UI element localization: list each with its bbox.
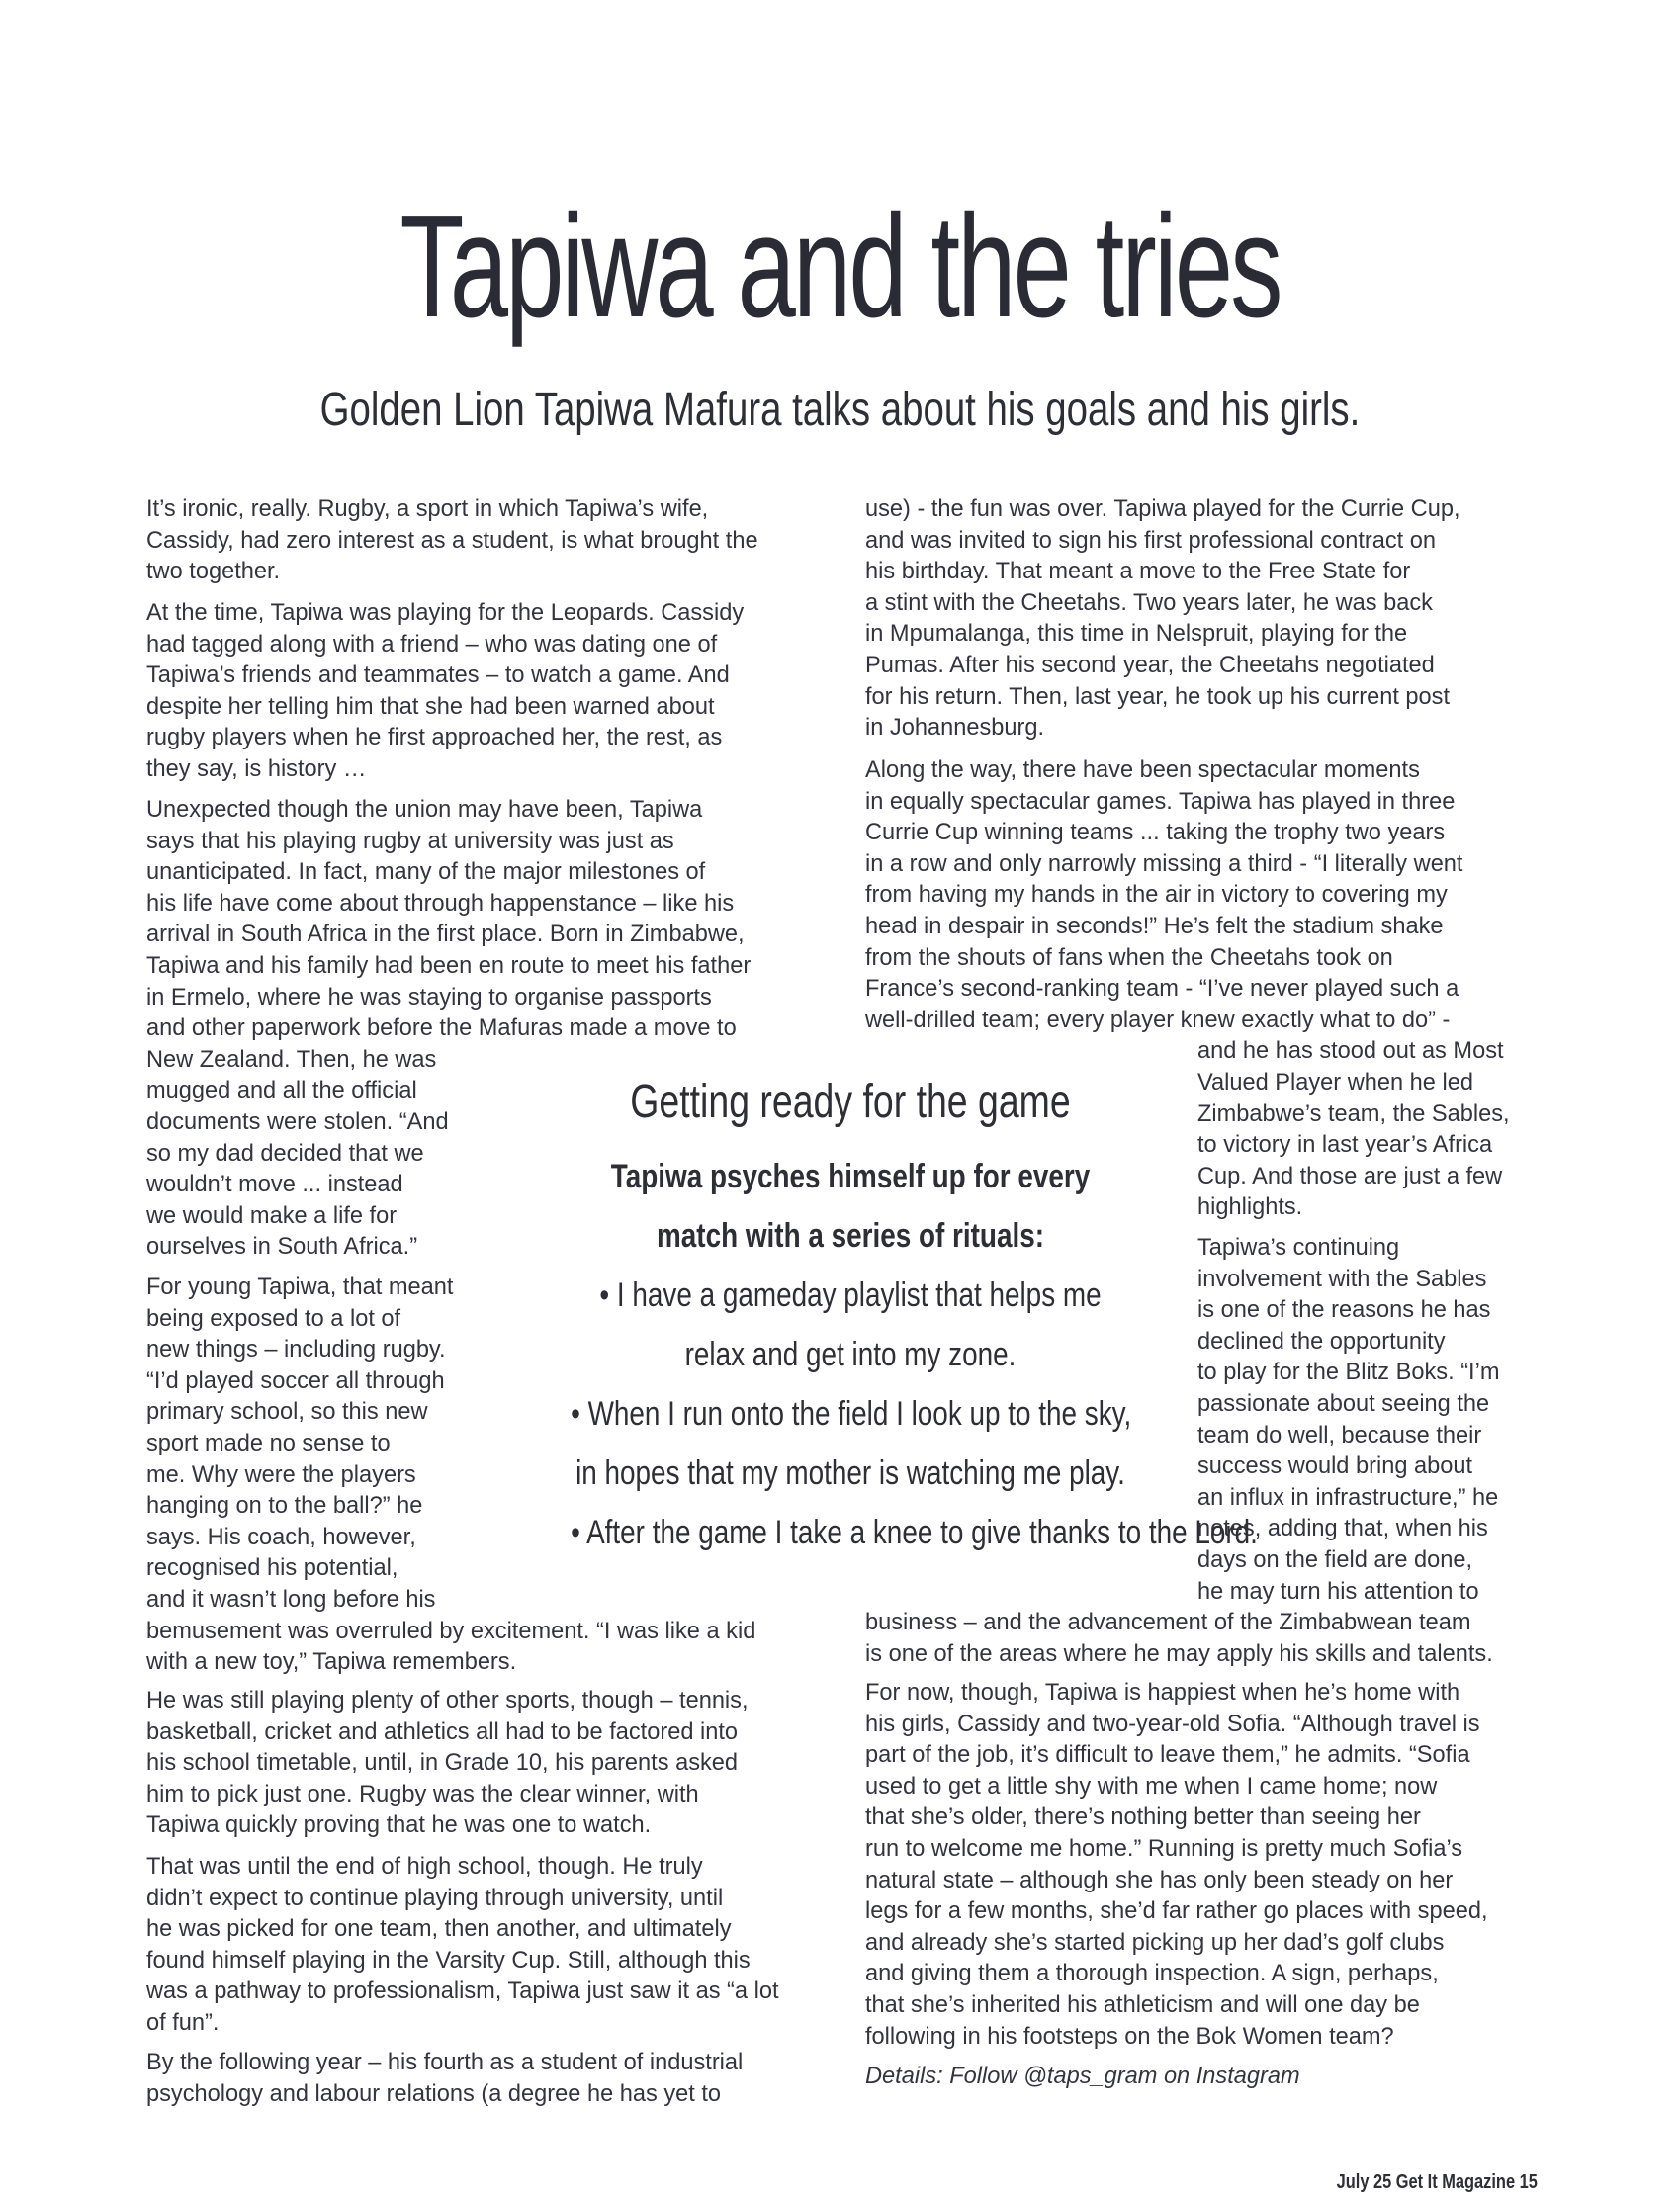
- text-line: legs for a few months, she’d far rather go places with speed,: [865, 1898, 1488, 1925]
- text-line: “I’d played soccer all through: [146, 1367, 445, 1394]
- text-line: following in his footsteps on the Bok Women team?: [865, 2023, 1394, 2050]
- text-line: they say, is history …: [146, 755, 367, 782]
- text-line: me. Why were the players: [146, 1461, 416, 1488]
- article-title: Tapiwa and the tries: [399, 185, 1281, 348]
- text-line: with a new toy,” Tapiwa remembers.: [146, 1649, 517, 1676]
- text-line: being exposed to a lot of: [146, 1305, 401, 1332]
- text-line: from the shouts of fans when the Cheetahs took on: [865, 944, 1393, 971]
- text-line: an influx in infrastructure,” he: [1197, 1484, 1499, 1511]
- text-line: It’s ironic, really. Rugby, a sport in which Tapiwa’s wife,: [146, 496, 709, 522]
- text-line: unanticipated. In fact, many of the major milestones of: [146, 859, 706, 886]
- text-line: a stint with the Cheetahs. Two years later, he was back: [865, 589, 1433, 616]
- text-line: use) - the fun was over. Tapiwa played for the Currie Cup,: [865, 496, 1460, 522]
- text-line: and other paperwork before the Mafuras made a move to: [146, 1015, 737, 1042]
- text-line: his life have come about through happenstance – like his: [146, 890, 735, 917]
- text-line: his school timetable, until, in Grade 10, his parents asked: [146, 1750, 739, 1777]
- text-line: in Ermelo, where he was staying to organise passports: [146, 984, 712, 1011]
- text-line: bemusement was overruled by excitement. “I was like a kid: [146, 1618, 756, 1644]
- text-line: is one of the areas where he may apply his skills and talents.: [865, 1640, 1493, 1667]
- text-line: his girls, Cassidy and two-year-old Sofia. “Although travel is: [865, 1711, 1480, 1737]
- text-line: Tapiwa’s continuing: [1197, 1235, 1400, 1261]
- text-line: that she’s inherited his athleticism and will one day be: [865, 1991, 1420, 2018]
- left-paragraph-5: [146, 1686, 749, 1842]
- right-paragraph-4: [865, 1678, 1488, 2053]
- sidebar-ritual-line: • I have a gameday playlist that helps me: [599, 1276, 1102, 1314]
- text-line: arrival in South Africa in the first place. Born in Zimbabwe,: [146, 922, 745, 948]
- text-line: He was still playing plenty of other sports, though – tennis,: [146, 1688, 749, 1714]
- text-line: New Zealand. Then, he was: [146, 1046, 437, 1073]
- text-line: Along the way, there have been spectacular moments: [865, 757, 1420, 783]
- text-line: used to get a little shy with me when I came home; now: [865, 1773, 1438, 1800]
- text-line: Cassidy, had zero interest as a student, is what brought the: [146, 527, 758, 554]
- text-line: two together.: [146, 559, 281, 585]
- text-line: success would bring about: [1197, 1453, 1473, 1480]
- details-credit: Details: Follow @taps_gram on Instagram: [865, 2064, 1300, 2089]
- text-line: passionate about seeing the: [1197, 1390, 1490, 1417]
- text-line: and it wasn’t long before his: [146, 1586, 436, 1613]
- sidebar-ritual-line: relax and get into my zone.: [684, 1336, 1017, 1373]
- text-line: despite her telling him that she had been warned about: [146, 693, 715, 720]
- text-line: head in despair in seconds!” He’s felt the stadium shake: [865, 913, 1444, 939]
- text-line: By the following year – his fourth as a student of industrial: [146, 2050, 744, 2075]
- text-line: Zimbabwe’s team, the Sables,: [1197, 1100, 1510, 1127]
- text-line: in Mpumalanga, this time in Nelspruit, playing for the: [865, 621, 1408, 648]
- text-line: in equally spectacular games. Tapiwa has played in three: [865, 788, 1456, 815]
- text-line: That was until the end of high school, though. He truly: [146, 1854, 703, 1880]
- text-line: Currie Cup winning teams ... taking the trophy two years: [865, 820, 1446, 846]
- text-line: mugged and all the official: [146, 1078, 417, 1104]
- text-line: his birthday. That meant a move to the Free State for: [865, 559, 1411, 585]
- sidebar-intro-line: Tapiwa psyches himself up for every: [610, 1158, 1091, 1195]
- text-line: basketball, cricket and athletics all had to be factored into: [146, 1718, 739, 1745]
- text-line: to victory in last year’s Africa: [1197, 1132, 1493, 1159]
- article-subtitle: Golden Lion Tapiwa Mafura talks about his goals and his girls.: [319, 384, 1361, 436]
- text-line: wouldn’t move ... instead: [146, 1172, 403, 1198]
- text-line: says. His coach, however,: [146, 1524, 416, 1550]
- text-line: Unexpected though the union may have been, Tapiwa: [146, 797, 703, 823]
- text-line: he may turn his attention to: [1197, 1578, 1479, 1605]
- text-line: Tapiwa and his family had been en route to meet his father: [146, 952, 752, 979]
- text-line: and giving them a thorough inspection. A sign, perhaps,: [865, 1961, 1439, 1987]
- text-line: declined the opportunity: [1197, 1328, 1446, 1355]
- text-line: in Johannesburg.: [865, 715, 1045, 742]
- text-line: Tapiwa quickly proving that he was one to watch.: [146, 1812, 652, 1839]
- text-line: to play for the Blitz Boks. “I’m: [1197, 1360, 1500, 1386]
- text-line: days on the field are done,: [1197, 1546, 1473, 1573]
- left-paragraph-1: [146, 494, 758, 588]
- text-line: in a row and only narrowly missing a third - “I literally went: [865, 850, 1463, 877]
- text-line: hanging on to the ball?” he: [146, 1493, 423, 1520]
- text-line: At the time, Tapiwa was playing for the Leopards. Cassidy: [146, 600, 745, 626]
- text-line: of fun”.: [146, 2009, 220, 2036]
- text-line: and he has stood out as Most: [1197, 1038, 1504, 1065]
- text-line: documents were stolen. “And: [146, 1108, 449, 1135]
- text-line: didn’t expect to continue playing through university, until: [146, 1885, 724, 1911]
- text-line: from having my hands in the air in victory to covering my: [865, 882, 1448, 909]
- sidebar-title: Getting ready for the game: [630, 1076, 1071, 1128]
- text-line: Pumas. After his second year, the Cheetahs negotiated: [865, 652, 1435, 678]
- left-paragraph-6: [146, 1852, 779, 2040]
- text-line: so my dad decided that we: [146, 1140, 424, 1167]
- text-line: that she’s older, there’s nothing better than seeing her: [865, 1804, 1421, 1831]
- text-line: well-drilled team; every player knew exactly what to do” -: [865, 1007, 1451, 1033]
- page-footer: July 25 Get It Magazine 15: [1336, 2171, 1538, 2193]
- text-line: involvement with the Sables: [1197, 1266, 1487, 1292]
- text-line: highlights.: [1197, 1194, 1303, 1221]
- text-line: primary school, so this new: [146, 1399, 428, 1426]
- text-line: For young Tapiwa, that meant: [146, 1275, 454, 1300]
- text-line: business – and the advancement of the Zimbabwean team: [865, 1610, 1471, 1636]
- text-line: says that his playing rugby at university was just as: [146, 828, 674, 854]
- text-line: and was invited to sign his first professional contract on: [865, 527, 1437, 554]
- sidebar-ritual-line: • After the game I take a knee to give thanks to the Lord.: [571, 1514, 1258, 1551]
- text-line: natural state – although she has only been steady on her: [865, 1867, 1454, 1893]
- sidebar-intro-line: match with a series of rituals:: [657, 1217, 1044, 1255]
- text-line: part of the job, it’s difficult to leave them,” he admits. “Sofia: [865, 1742, 1470, 1769]
- text-line: and already she’s started picking up her dad’s golf clubs: [865, 1929, 1445, 1956]
- text-line: for his return. Then, last year, he took up his current post: [865, 683, 1451, 710]
- text-line: France’s second-ranking team - “I’ve never played such a: [865, 976, 1459, 1003]
- text-line: had tagged along with a friend – who was dating one of: [146, 631, 718, 658]
- text-line: notes, adding that, when his: [1197, 1516, 1488, 1542]
- text-line: rugby players when he first approached her, the rest, as: [146, 725, 723, 751]
- left-paragraph-7: [146, 2048, 743, 2110]
- text-line: ourselves in South Africa.”: [146, 1234, 418, 1261]
- text-line: was a pathway to professionalism, Tapiwa just saw it as “a lot: [146, 1979, 779, 2005]
- right-paragraph-1: [865, 494, 1460, 745]
- text-line: For now, though, Tapiwa is happiest when he’s home with: [865, 1680, 1460, 1706]
- text-line: he was picked for one team, then another, and ultimately: [146, 1916, 732, 1943]
- sidebar-ritual-line: • When I run onto the field I look up to the sky,: [571, 1395, 1132, 1433]
- text-line: psychology and labour relations (a degree he has yet to: [146, 2080, 722, 2107]
- text-line: Valued Player when he led: [1197, 1069, 1473, 1096]
- text-line: sport made no sense to: [146, 1430, 391, 1456]
- text-line: we would make a life for: [146, 1202, 398, 1229]
- text-line: is one of the reasons he has: [1197, 1297, 1491, 1324]
- text-line: run to welcome me home.” Running is pretty much Sofia’s: [865, 1835, 1463, 1862]
- left-paragraph-2: [146, 598, 744, 786]
- text-line: team do well, because their: [1197, 1422, 1482, 1449]
- text-line: found himself playing in the Varsity Cup. Still, although this: [146, 1947, 751, 1974]
- sidebar-ritual-line: in hopes that my mother is watching me play.: [575, 1454, 1125, 1492]
- text-line: recognised his potential,: [146, 1555, 398, 1582]
- text-line: him to pick just one. Rugby was the clear winner, with: [146, 1781, 699, 1807]
- text-line: Tapiwa’s friends and teammates – to watch a game. And: [146, 662, 730, 689]
- text-line: new things – including rugby.: [146, 1337, 446, 1363]
- text-line: Cup. And those are just a few: [1197, 1163, 1503, 1189]
